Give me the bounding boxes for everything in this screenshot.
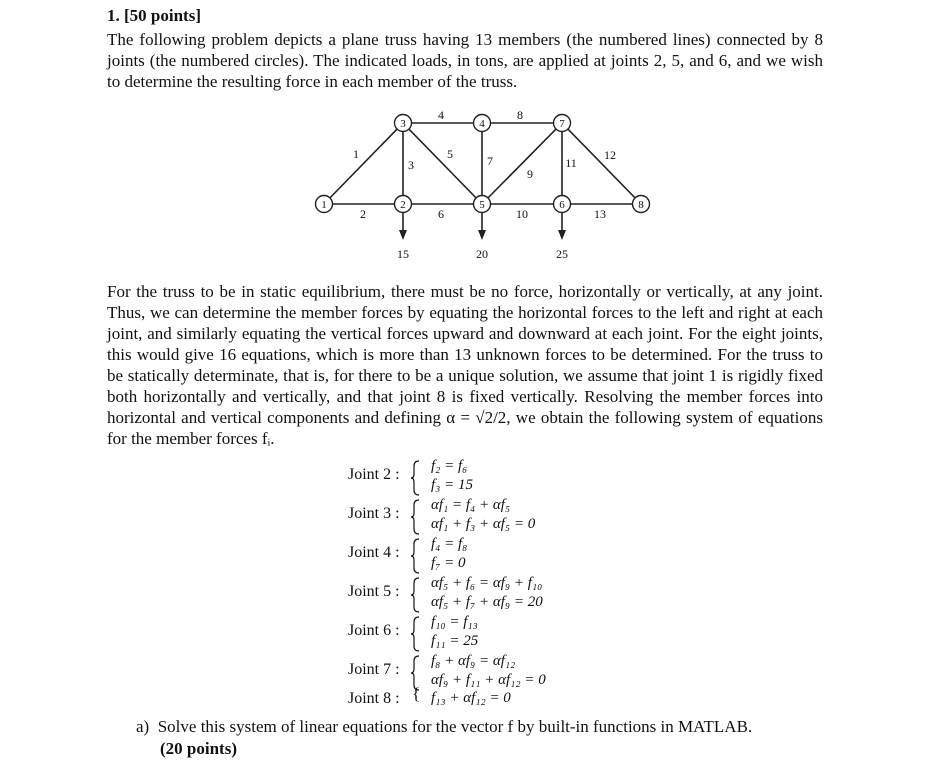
member-label-3: 3	[408, 158, 414, 172]
joint7-eq1: f₈ + αf₉ = αf₁₂	[431, 653, 516, 669]
question-points: (20 points)	[160, 739, 237, 758]
member-5	[403, 123, 482, 204]
question-text: Solve this system of linear equations for the vector f by built-in functions in MATLAB.	[157, 717, 753, 736]
joint-label-1: 1	[321, 199, 327, 211]
brace-icon: {	[412, 684, 421, 703]
joint3-eq2: αf₁ + f₃ + αf₅ = 0	[431, 516, 536, 532]
joint2-eq2: f₃ = 15	[431, 477, 474, 493]
joint5-label: Joint 5 :	[348, 583, 400, 600]
joint7-eq2: αf₉ + f₁₁ + αf₁₂ = 0	[431, 672, 546, 688]
joint8-eq1: f₁₃ + αf₁₂ = 0	[431, 690, 511, 706]
member-label-9: 9	[527, 167, 533, 181]
joint-label-5: 5	[479, 199, 485, 211]
body-paragraph: For the truss to be in static equilibrium, there must be no force, horizontally or vertically, at any joint. Thus, we can determine the member forces by equating the horizontal forces to the left and right at each joint, and similarly equating the vertical forces upward and downward at each joint. For the eight joints, this would give 16 equations, which is more than 13 unknown forces to be determined. For the truss to be statically determinate, that is, for there to be a unique solution, we assume that joint 1 is rigidly fixed both horizontally and vertically, and that joint 8 is fixed vertically. Resolving the member forces into horizontal and vertical components and defining α = √2/2, we obtain the following system of equations for the member forces fᵢ.	[107, 282, 823, 448]
joint6-label: Joint 6 :	[348, 622, 400, 639]
joint4-eq1: f₄ = f₈	[431, 536, 468, 552]
member-label-6: 6	[438, 207, 444, 221]
joint2-eq1: f₂ = f₆	[431, 458, 468, 474]
member-label-13: 13	[594, 207, 606, 221]
member-label-7: 7	[487, 154, 493, 168]
joint5-eq2: αf₅ + f₇ + αf₉ = 20	[431, 594, 543, 610]
brace-icon	[410, 616, 420, 652]
joint-label-6: 6	[559, 199, 565, 211]
member-label-8: 8	[517, 108, 523, 122]
joint7-label: Joint 7 :	[348, 661, 400, 678]
joint6-eq2: f₁₁ = 25	[431, 633, 479, 649]
brace-icon	[410, 577, 420, 613]
joint3-label: Joint 3 :	[348, 505, 400, 522]
problem-heading: 1. [50 points]	[107, 6, 201, 25]
intro-paragraph: The following problem depicts a plane truss having 13 members (the numbered lines) connected by 8 joints (the numbered circles). The indicated loads, in tons, are applied at joints 2, 5, and 6, and we wish to determine the resulting force in each member of the truss.	[107, 30, 823, 91]
joint4-eq2: f₇ = 0	[431, 555, 466, 571]
question-marker: a)	[136, 717, 150, 736]
joint-label-3: 3	[400, 118, 406, 130]
member-label-10: 10	[516, 207, 528, 221]
joint4-label: Joint 4 :	[348, 544, 400, 561]
load-label-15: 15	[397, 247, 409, 261]
joint-label-4: 4	[479, 118, 485, 130]
joint-label-2: 2	[400, 199, 406, 211]
brace-icon	[410, 499, 420, 535]
truss-diagram	[300, 98, 660, 263]
question-a	[136, 716, 752, 760]
member-label-1: 1	[353, 147, 359, 161]
member-1	[324, 123, 403, 204]
joint8-label: Joint 8 :	[348, 690, 400, 707]
joint3-eq1: αf₁ = f₄ + αf₅	[431, 497, 511, 513]
member-9	[482, 123, 562, 204]
brace-icon	[410, 460, 420, 496]
joint6-eq1: f₁₀ = f₁₃	[431, 614, 478, 630]
member-label-5: 5	[447, 147, 453, 161]
joint-label-7: 7	[559, 118, 565, 130]
member-label-12: 12	[604, 148, 616, 162]
load-label-25: 25	[556, 247, 568, 261]
joint5-eq1: αf₅ + f₆ = αf₉ + f₁₀	[431, 575, 543, 591]
joint2-label: Joint 2 :	[348, 466, 400, 483]
brace-icon	[410, 538, 420, 574]
joint-label-8: 8	[638, 199, 644, 211]
member-label-11: 11	[565, 156, 577, 170]
member-label-2: 2	[360, 207, 366, 221]
equation-system	[300, 458, 720, 714]
load-label-20: 20	[476, 247, 488, 261]
member-label-4: 4	[438, 108, 444, 122]
